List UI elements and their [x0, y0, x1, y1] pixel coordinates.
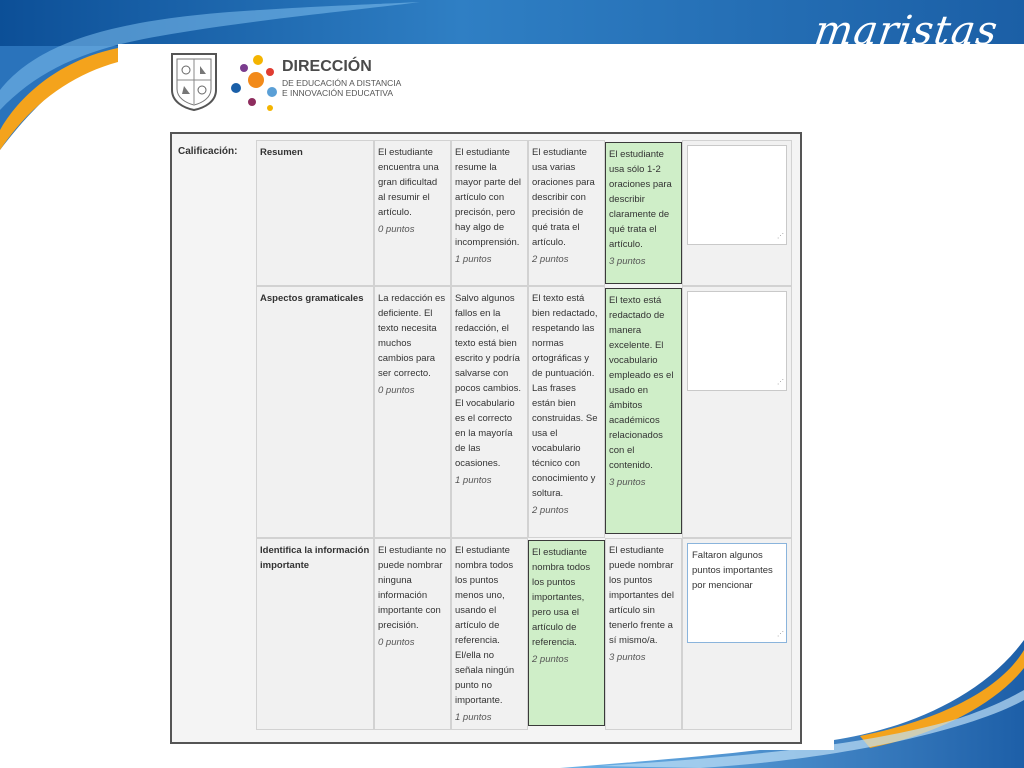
level-cell[interactable]: [528, 140, 605, 286]
level-cell[interactable]: [528, 286, 605, 538]
remark-textarea[interactable]: [687, 145, 787, 245]
level-description: El estudiante resume la mayor parte del artículo con precisón, pero hay algo de incomprensión.: [455, 147, 522, 248]
university-seal-icon: [168, 50, 220, 112]
level-points: 3 puntos: [609, 477, 646, 488]
level-points: 1 puntos: [455, 712, 492, 723]
remark-cell: [682, 286, 792, 538]
level-cell-selected[interactable]: [605, 142, 682, 284]
remark-textarea[interactable]: [687, 291, 787, 391]
level-description: El texto está bien redactado, respetando las normas ortográficas y de puntuación. Las frases están bien construidas. Se usa el vocabulario técnico con conocimiento y soltura.: [532, 293, 598, 499]
level-description: El estudiante puede nombrar los puntos importantes del artículo sin tenerlo frente a sí mismo/a.: [609, 545, 674, 646]
level-cell-selected[interactable]: [605, 288, 682, 534]
remark-textarea[interactable]: Faltaron algunos puntos importantes por mencionar: [687, 543, 787, 643]
level-description: El estudiante nombra todos los puntos importantes, pero usa el artículo de referencia.: [532, 547, 591, 648]
direction-header: [168, 50, 468, 118]
level-cell[interactable]: [605, 538, 682, 730]
level-cell-selected[interactable]: [528, 540, 605, 726]
level-points: 3 puntos: [609, 256, 646, 267]
level-cell[interactable]: [451, 286, 528, 538]
level-description: El estudiante encuentra una gran dificultad al resumir el artículo.: [378, 147, 439, 218]
level-points: 2 puntos: [532, 654, 569, 665]
remark-cell: [682, 538, 792, 730]
level-points: 1 puntos: [455, 475, 492, 486]
level-points: 0 puntos: [378, 224, 415, 235]
criterion-name: Aspectos gramaticales: [256, 286, 374, 538]
grading-label: Calificación:: [178, 146, 238, 157]
criterion-name: Resumen: [256, 140, 374, 286]
level-description: El estudiante no puede nombrar ninguna información importante con precisión.: [378, 545, 447, 631]
level-points: 0 puntos: [378, 385, 415, 396]
resize-grip-icon[interactable]: ⋰: [777, 631, 784, 638]
level-cell[interactable]: [374, 538, 451, 730]
header-title: DIRECCIÓN: [282, 58, 372, 75]
maristas-logo: maristas: [812, 8, 1002, 54]
level-description: Salvo algunos fallos en la redacción, el texto está bien escrito y podría salvarse con pocos cambios. El vocabulario es el correcto en la mayoría de las ocasiones.: [455, 293, 522, 469]
colored-dots-logo-icon: [228, 52, 284, 112]
level-description: El estudiante usa varias oraciones para describir con precisión de qué trata el artículo.: [532, 147, 595, 248]
level-description: La redacción es deficiente. El texto necesita muchos cambios para ser correcto.: [378, 293, 446, 379]
resize-grip-icon[interactable]: ⋰: [777, 379, 784, 386]
level-points: 2 puntos: [532, 505, 569, 516]
level-points: 0 puntos: [378, 637, 415, 648]
level-points: 1 puntos: [455, 254, 492, 265]
level-points: 2 puntos: [532, 254, 569, 265]
level-description: El texto está redactado de manera excelente. El vocabulario empleado es el usado en ámbitos académicos relacionados con el contenido.: [609, 295, 674, 471]
level-cell[interactable]: [374, 140, 451, 286]
level-cell[interactable]: [451, 538, 528, 730]
level-cell[interactable]: [451, 140, 528, 286]
header-subtitle-line-1: DE EDUCACIÓN A DISTANCIA: [282, 78, 402, 88]
resize-grip-icon[interactable]: ⋰: [777, 233, 784, 240]
level-points: 3 puntos: [609, 652, 646, 663]
criterion-name: Identifica la información importante: [256, 538, 374, 730]
header-subtitle: [282, 78, 401, 98]
level-description: El estudiante nombra todos los puntos menos uno, usando el artículo de referencia. El/ella no señala ningún punto no importante.: [455, 545, 515, 706]
header-subtitle-line-2: E INNOVACIÓN EDUCATIVA: [282, 88, 393, 98]
rubric-panel: [170, 132, 802, 744]
level-description: El estudiante usa sólo 1-2 oraciones para describir claramente de qué trata el artículo.: [609, 149, 672, 250]
remark-cell: [682, 140, 792, 286]
level-cell[interactable]: [374, 286, 451, 538]
